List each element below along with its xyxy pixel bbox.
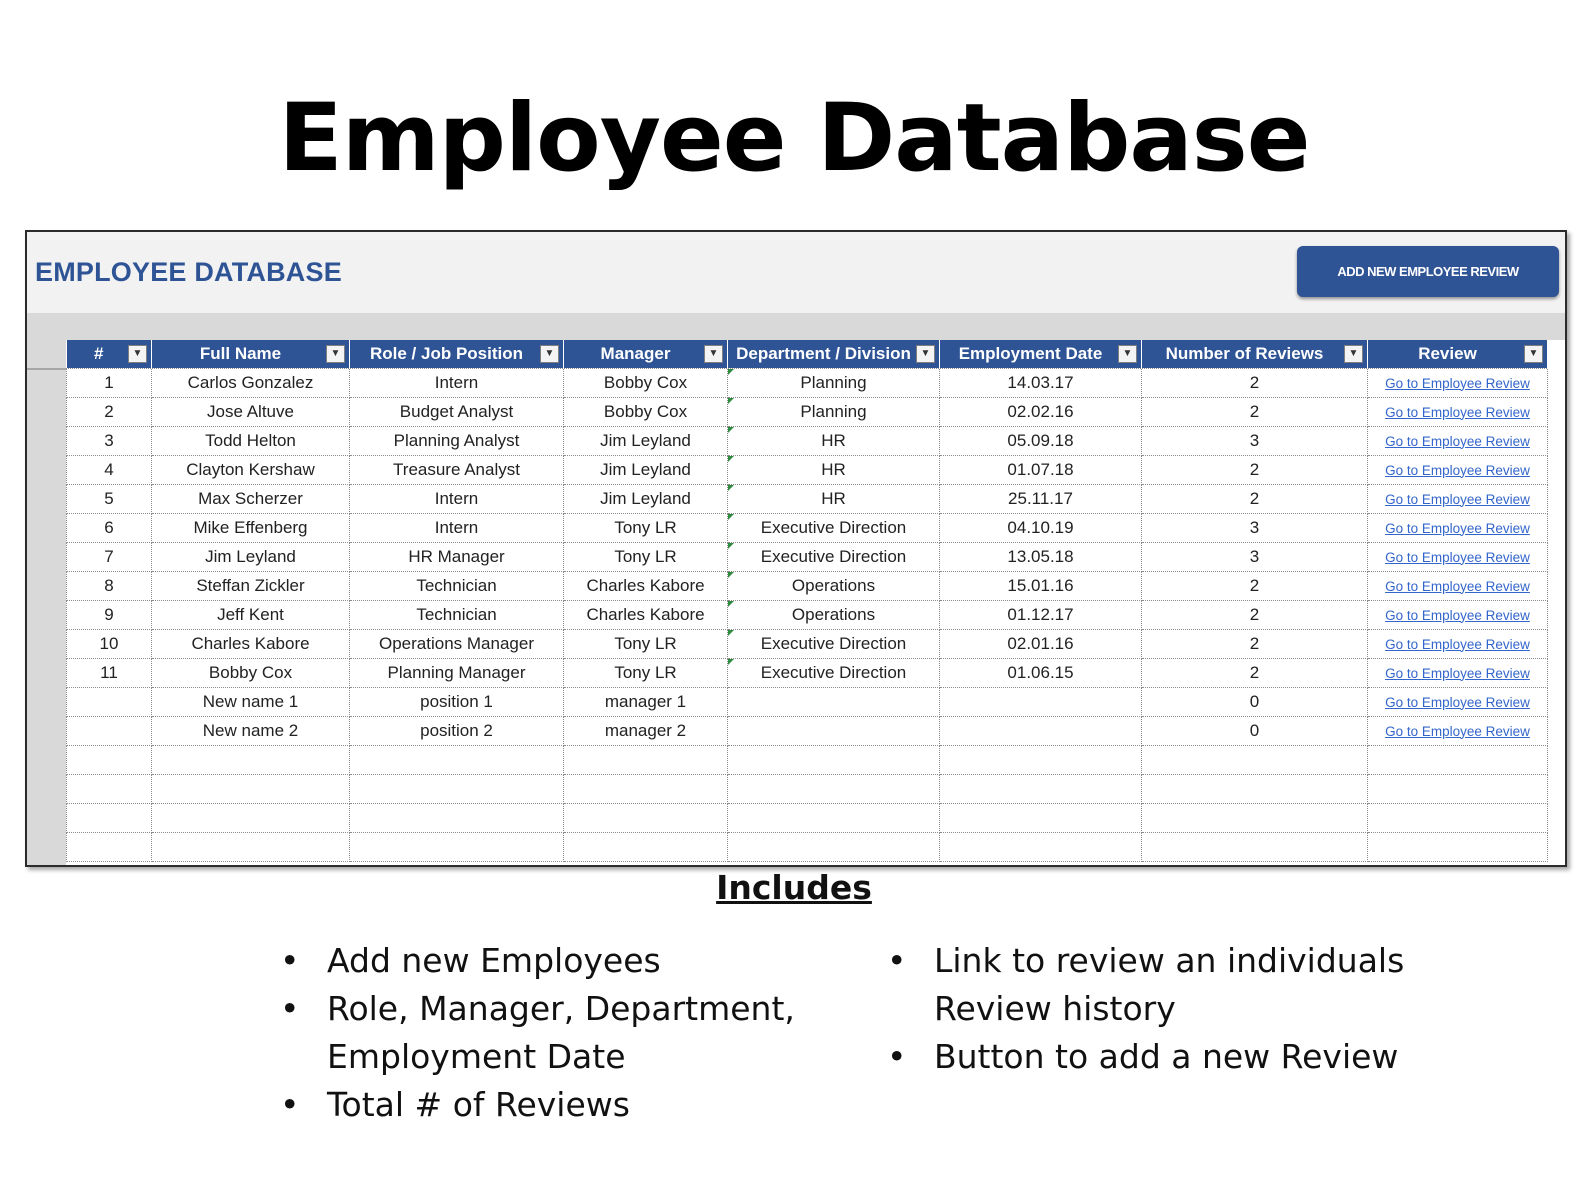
cell-name[interactable]: Jose Altuve — [152, 397, 350, 426]
cell-date[interactable]: 01.12.17 — [940, 600, 1142, 629]
cell-dept[interactable]: Executive Direction — [728, 629, 940, 658]
go-to-employee-review-link[interactable]: Go to Employee Review — [1385, 520, 1530, 536]
cell-manager[interactable]: Bobby Cox — [564, 368, 728, 397]
empty-row — [67, 832, 1548, 861]
cell-name[interactable]: Clayton Kershaw — [152, 455, 350, 484]
cell-name[interactable]: New name 1 — [152, 687, 350, 716]
cell-num[interactable]: 1 — [67, 368, 152, 397]
table-row — [67, 716, 1548, 745]
cell-review — [1368, 629, 1548, 658]
cell-manager[interactable]: Charles Kabore — [564, 571, 728, 600]
cell-reviews[interactable]: 2 — [1142, 658, 1368, 687]
empty-cell[interactable] — [1142, 832, 1368, 861]
cell-review — [1368, 658, 1548, 687]
includes-list-left — [280, 937, 820, 1129]
includes-bullet: • Add new Employees — [280, 937, 820, 985]
table-header-row — [67, 340, 1548, 368]
empty-cell[interactable] — [940, 832, 1142, 861]
gutter-divider — [27, 368, 66, 370]
table-row — [67, 542, 1548, 571]
empty-cell[interactable] — [1368, 774, 1548, 803]
cell-role[interactable]: Technician — [350, 571, 564, 600]
cell-date[interactable]: 02.01.16 — [940, 629, 1142, 658]
empty-cell[interactable] — [152, 745, 350, 774]
cell-num[interactable]: 7 — [67, 542, 152, 571]
cell-review — [1368, 542, 1548, 571]
column-header-label: Department / Division — [736, 343, 911, 363]
empty-cell[interactable] — [940, 803, 1142, 832]
cell-name[interactable]: Todd Helton — [152, 426, 350, 455]
column-header-label: Review — [1418, 343, 1477, 363]
column-header-label: Number of Reviews — [1165, 343, 1324, 363]
includes-bullet: • Link to review an individuals Review history — [887, 937, 1447, 1033]
empty-cell[interactable] — [350, 774, 564, 803]
empty-cell[interactable] — [728, 803, 940, 832]
go-to-employee-review-link[interactable]: Go to Employee Review — [1385, 404, 1530, 420]
cell-role[interactable]: Intern — [350, 368, 564, 397]
cell-reviews[interactable]: 2 — [1142, 600, 1368, 629]
go-to-employee-review-link[interactable]: Go to Employee Review — [1385, 578, 1530, 594]
cell-num[interactable]: 4 — [67, 455, 152, 484]
row-gutter — [27, 340, 66, 867]
empty-cell[interactable] — [1142, 745, 1368, 774]
cell-manager[interactable]: Jim Leyland — [564, 484, 728, 513]
cell-date[interactable]: 25.11.17 — [940, 484, 1142, 513]
cell-date[interactable]: 15.01.16 — [940, 571, 1142, 600]
cell-date[interactable]: 01.07.18 — [940, 455, 1142, 484]
cell-num[interactable] — [67, 716, 152, 745]
filter-dropdown-icon[interactable]: ▼ — [704, 345, 723, 363]
table-row — [67, 687, 1548, 716]
empty-cell[interactable] — [564, 832, 728, 861]
sheet-header — [27, 232, 1565, 313]
cell-manager[interactable]: manager 1 — [564, 687, 728, 716]
cell-review — [1368, 513, 1548, 542]
cell-reviews[interactable]: 2 — [1142, 455, 1368, 484]
empty-cell[interactable] — [152, 832, 350, 861]
cell-date[interactable] — [940, 716, 1142, 745]
cell-num[interactable] — [67, 687, 152, 716]
cell-date[interactable]: 05.09.18 — [940, 426, 1142, 455]
column-header-label: Employment Date — [958, 343, 1103, 363]
cell-name[interactable]: Jeff Kent — [152, 600, 350, 629]
cell-date[interactable]: 01.06.15 — [940, 658, 1142, 687]
employee-table — [66, 340, 1548, 862]
page-title: Employee Database — [278, 84, 1310, 193]
table-row — [67, 513, 1548, 542]
cell-date[interactable] — [940, 687, 1142, 716]
empty-cell[interactable] — [152, 774, 350, 803]
cell-role[interactable]: Operations Manager — [350, 629, 564, 658]
empty-row — [67, 745, 1548, 774]
cell-num[interactable]: 5 — [67, 484, 152, 513]
cell-name[interactable]: Bobby Cox — [152, 658, 350, 687]
empty-cell[interactable] — [728, 832, 940, 861]
empty-cell[interactable] — [67, 745, 152, 774]
filter-dropdown-icon[interactable]: ▼ — [916, 345, 935, 363]
column-header-label: # — [94, 343, 104, 363]
empty-cell[interactable] — [564, 745, 728, 774]
cell-manager[interactable]: Jim Leyland — [564, 426, 728, 455]
column-header — [152, 340, 350, 368]
cell-reviews[interactable]: 3 — [1142, 513, 1368, 542]
column-header-label: Role / Job Position — [369, 343, 523, 363]
cell-num[interactable]: 6 — [67, 513, 152, 542]
column-header — [564, 340, 728, 368]
sheet-title: EMPLOYEE DATABASE — [35, 257, 342, 287]
cell-manager[interactable]: Jim Leyland — [564, 455, 728, 484]
cell-manager[interactable]: Charles Kabore — [564, 600, 728, 629]
cell-review — [1368, 716, 1548, 745]
cell-reviews[interactable]: 2 — [1142, 368, 1368, 397]
empty-cell[interactable] — [728, 774, 940, 803]
cell-name[interactable]: New name 2 — [152, 716, 350, 745]
empty-cell[interactable] — [350, 832, 564, 861]
cell-review — [1368, 484, 1548, 513]
cell-manager[interactable]: manager 2 — [564, 716, 728, 745]
column-header-label: Manager — [600, 343, 671, 363]
cell-dept[interactable]: Operations — [728, 600, 940, 629]
cell-name[interactable]: Charles Kabore — [152, 629, 350, 658]
cell-dept[interactable]: Executive Direction — [728, 542, 940, 571]
filter-dropdown-icon[interactable]: ▼ — [128, 345, 147, 363]
cell-manager[interactable]: Tony LR — [564, 542, 728, 571]
column-header — [1368, 340, 1548, 368]
go-to-employee-review-link[interactable]: Go to Employee Review — [1385, 491, 1530, 507]
cell-reviews[interactable]: 2 — [1142, 571, 1368, 600]
cell-dept[interactable]: HR — [728, 484, 940, 513]
cell-role[interactable]: Intern — [350, 513, 564, 542]
empty-row — [67, 803, 1548, 832]
empty-cell[interactable] — [67, 774, 152, 803]
empty-cell[interactable] — [1368, 745, 1548, 774]
cell-num[interactable]: 2 — [67, 397, 152, 426]
cell-num[interactable]: 3 — [67, 426, 152, 455]
cell-manager[interactable]: Tony LR — [564, 658, 728, 687]
cell-role[interactable]: position 1 — [350, 687, 564, 716]
cell-date[interactable]: 02.02.16 — [940, 397, 1142, 426]
cell-review — [1368, 571, 1548, 600]
column-header — [1142, 340, 1368, 368]
empty-cell[interactable] — [1142, 774, 1368, 803]
column-header — [940, 340, 1142, 368]
empty-cell[interactable] — [728, 745, 940, 774]
empty-cell[interactable] — [564, 803, 728, 832]
cell-name[interactable]: Max Scherzer — [152, 484, 350, 513]
cell-reviews[interactable]: 2 — [1142, 484, 1368, 513]
column-header — [67, 340, 152, 368]
gray-band — [27, 313, 1565, 340]
includes-bullet: • Total # of Reviews — [280, 1081, 820, 1129]
go-to-employee-review-link[interactable]: Go to Employee Review — [1385, 607, 1530, 623]
cell-dept[interactable]: Planning — [728, 368, 940, 397]
cell-review — [1368, 687, 1548, 716]
cell-review — [1368, 397, 1548, 426]
cell-review — [1368, 455, 1548, 484]
cell-date[interactable]: 04.10.19 — [940, 513, 1142, 542]
empty-cell[interactable] — [350, 803, 564, 832]
table-row — [67, 484, 1548, 513]
cell-reviews[interactable]: 3 — [1142, 426, 1368, 455]
cell-review — [1368, 368, 1548, 397]
go-to-employee-review-link[interactable]: Go to Employee Review — [1385, 462, 1530, 478]
cell-date[interactable]: 13.05.18 — [940, 542, 1142, 571]
cell-review — [1368, 600, 1548, 629]
cell-name[interactable]: Carlos Gonzalez — [152, 368, 350, 397]
cell-review — [1368, 426, 1548, 455]
cell-reviews[interactable]: 3 — [1142, 542, 1368, 571]
cell-reviews[interactable]: 2 — [1142, 397, 1368, 426]
cell-reviews[interactable]: 0 — [1142, 687, 1368, 716]
cell-name[interactable]: Steffan Zickler — [152, 571, 350, 600]
empty-cell[interactable] — [350, 745, 564, 774]
cell-role[interactable]: Technician — [350, 600, 564, 629]
cell-name[interactable]: Mike Effenberg — [152, 513, 350, 542]
cell-role[interactable]: Budget Analyst — [350, 397, 564, 426]
table-body — [67, 368, 1548, 861]
cell-dept[interactable]: HR — [728, 455, 940, 484]
empty-cell[interactable] — [940, 774, 1142, 803]
go-to-employee-review-link[interactable]: Go to Employee Review — [1385, 636, 1530, 652]
spreadsheet — [25, 230, 1567, 867]
cell-num[interactable]: 9 — [67, 600, 152, 629]
cell-name[interactable]: Jim Leyland — [152, 542, 350, 571]
empty-cell[interactable] — [1142, 803, 1368, 832]
cell-reviews[interactable]: 0 — [1142, 716, 1368, 745]
empty-cell[interactable] — [67, 803, 152, 832]
filter-dropdown-icon[interactable]: ▼ — [326, 345, 345, 363]
table-row — [67, 600, 1548, 629]
cell-dept[interactable] — [728, 687, 940, 716]
cell-role[interactable]: HR Manager — [350, 542, 564, 571]
cell-dept[interactable]: Planning — [728, 397, 940, 426]
cell-role[interactable]: position 2 — [350, 716, 564, 745]
cell-manager[interactable]: Tony LR — [564, 629, 728, 658]
includes-bullet: • Button to add a new Review — [887, 1033, 1447, 1081]
cell-role[interactable]: Intern — [350, 484, 564, 513]
cell-reviews[interactable]: 2 — [1142, 629, 1368, 658]
go-to-employee-review-link[interactable]: Go to Employee Review — [1385, 549, 1530, 565]
go-to-employee-review-link[interactable]: Go to Employee Review — [1385, 665, 1530, 681]
column-header — [728, 340, 940, 368]
cell-role[interactable]: Treasure Analyst — [350, 455, 564, 484]
cell-manager[interactable]: Bobby Cox — [564, 397, 728, 426]
cell-dept[interactable]: Executive Direction — [728, 513, 940, 542]
cell-dept[interactable]: Executive Direction — [728, 658, 940, 687]
table-row — [67, 455, 1548, 484]
go-to-employee-review-link[interactable]: Go to Employee Review — [1385, 723, 1530, 739]
empty-cell[interactable] — [940, 745, 1142, 774]
column-header-label: Full Name — [199, 343, 282, 363]
table-row — [67, 426, 1548, 455]
empty-row — [67, 774, 1548, 803]
empty-cell[interactable] — [1368, 803, 1548, 832]
table-row — [67, 658, 1548, 687]
column-header — [350, 340, 564, 368]
filter-dropdown-icon[interactable]: ▼ — [540, 345, 559, 363]
cell-date[interactable]: 14.03.17 — [940, 368, 1142, 397]
includes-list-right — [887, 937, 1447, 1081]
cell-dept[interactable]: Operations — [728, 571, 940, 600]
go-to-employee-review-link[interactable]: Go to Employee Review — [1385, 433, 1530, 449]
go-to-employee-review-link[interactable]: Go to Employee Review — [1385, 694, 1530, 710]
cell-dept[interactable] — [728, 716, 940, 745]
cell-num[interactable]: 11 — [67, 658, 152, 687]
cell-dept[interactable]: HR — [728, 426, 940, 455]
table-row — [67, 629, 1548, 658]
table-row — [67, 397, 1548, 426]
cell-role[interactable]: Planning Manager — [350, 658, 564, 687]
includes-bullet: • Role, Manager, Department, Employment Date — [280, 985, 820, 1081]
go-to-employee-review-link[interactable]: Go to Employee Review — [1385, 375, 1530, 391]
table-row — [67, 368, 1548, 397]
cell-num[interactable]: 8 — [67, 571, 152, 600]
includes-heading: Includes — [716, 868, 872, 907]
filter-dropdown-icon[interactable]: ▼ — [1524, 345, 1543, 363]
cell-role[interactable]: Planning Analyst — [350, 426, 564, 455]
filter-dropdown-icon[interactable]: ▼ — [1118, 345, 1137, 363]
empty-cell[interactable] — [1368, 832, 1548, 861]
empty-cell[interactable] — [152, 803, 350, 832]
filter-dropdown-icon[interactable]: ▼ — [1344, 345, 1363, 363]
add-new-employee-review-button[interactable]: ADD NEW EMPLOYEE REVIEW — [1297, 246, 1559, 297]
empty-cell[interactable] — [67, 832, 152, 861]
table-row — [67, 571, 1548, 600]
empty-cell[interactable] — [564, 774, 728, 803]
cell-num[interactable]: 10 — [67, 629, 152, 658]
cell-manager[interactable]: Tony LR — [564, 513, 728, 542]
